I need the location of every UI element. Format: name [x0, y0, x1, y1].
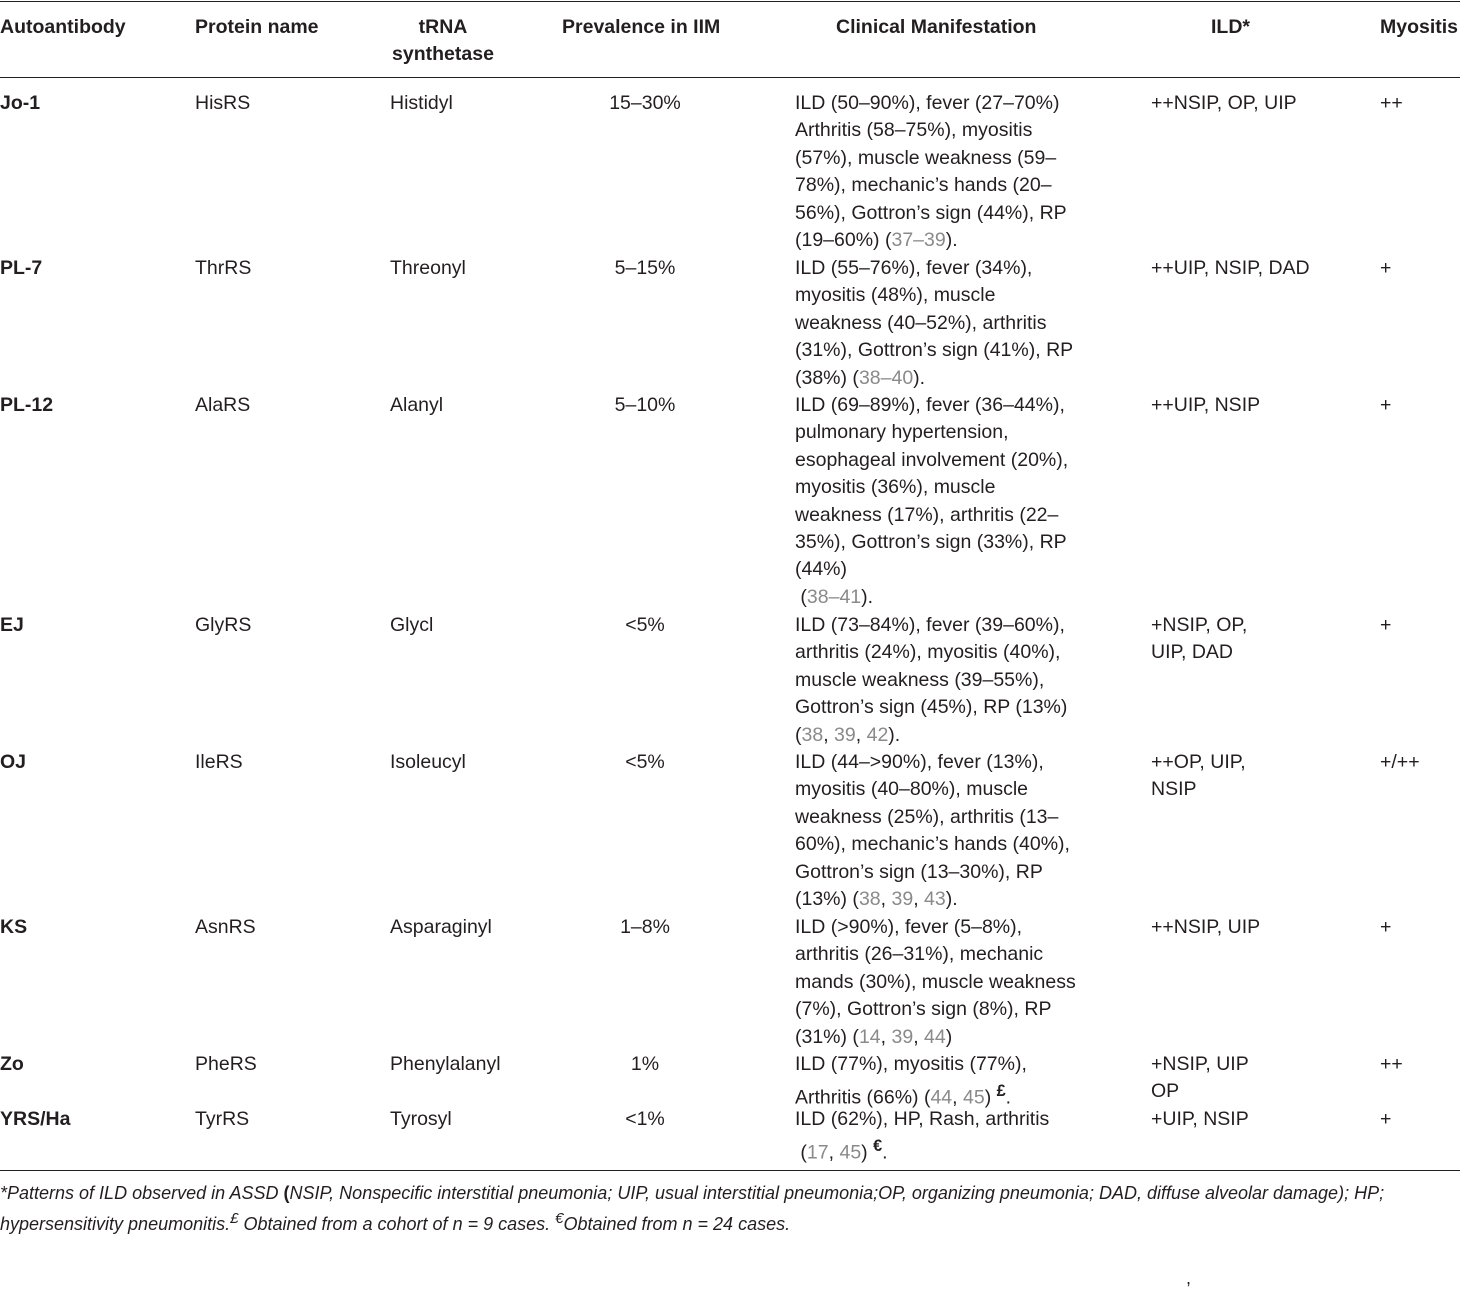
clinical-line: esophageal involvement (20%),: [795, 448, 1069, 471]
cell-myositis: +/++: [1380, 751, 1420, 773]
cell-trna-synthetase: Isoleucyl: [390, 751, 466, 773]
cell-prevalence: 1%: [630, 1053, 660, 1075]
ild-line: ++NSIP, UIP: [1151, 916, 1261, 938]
citation-link[interactable]: 14: [858, 1025, 881, 1048]
cell-autoantibody: EJ: [0, 614, 24, 636]
citation-link[interactable]: 37–39: [891, 229, 946, 252]
citation-link[interactable]: 43: [924, 888, 946, 911]
clinical-citation-suffix: ).: [888, 723, 901, 746]
cell-clinical-manifestation: [795, 90, 1095, 254]
citation-link[interactable]: 45: [839, 1141, 862, 1164]
clinical-line-citation: [795, 886, 1095, 913]
clinical-citation-suffix: ).: [861, 585, 874, 608]
clinical-superscript: €: [873, 1137, 883, 1156]
cell-clinical-manifestation: [795, 1051, 1095, 1112]
table-footnote: [0, 1180, 1460, 1237]
clinical-citation-suffix: ): [861, 1141, 874, 1164]
ild-line: +NSIP, OP,: [1151, 614, 1248, 636]
cell-clinical-manifestation: [795, 1106, 1095, 1167]
header-trna-line2: synthetase: [392, 43, 494, 65]
clinical-line-citation: [795, 722, 1095, 749]
cell-trna-synthetase: Threonyl: [390, 257, 466, 279]
cell-prevalence: 1–8%: [620, 916, 670, 938]
citation-separator: ,: [828, 1141, 840, 1164]
header-myositis: Myositis: [1380, 16, 1459, 38]
header-trna-line1: tRNA: [418, 16, 468, 38]
clinical-line: (57%), muscle weakness (59–: [795, 146, 1057, 169]
footnote-part-d: Obtained from a cohort of n = 9 cases.: [238, 1214, 556, 1234]
table-bottom-rule: [0, 1170, 1460, 1171]
clinical-line: (31%), Gottron’s sign (41%), RP: [795, 339, 1074, 362]
header-clinical-manifestation: Clinical Manifestation: [836, 16, 1037, 38]
clinical-line-citation: [795, 1133, 1095, 1167]
cell-ild: [1151, 90, 1321, 117]
clinical-line: weakness (25%), arthritis (13–: [795, 805, 1059, 828]
stray-mark: ,: [1186, 1268, 1192, 1288]
cell-clinical-manifestation: [795, 392, 1095, 611]
clinical-line: 60%), mechanic’s hands (40%),: [795, 833, 1070, 856]
ild-line: ++UIP, NSIP: [1151, 394, 1261, 416]
citation-link[interactable]: 38–41: [806, 585, 862, 608]
cell-clinical-manifestation: [795, 914, 1095, 1051]
table-header-rule: [0, 77, 1460, 78]
header-prevalence: Prevalence in IIM: [562, 16, 721, 38]
cell-prevalence: <1%: [625, 1108, 665, 1130]
footnote-part-a: *Patterns of ILD observed in ASSD: [0, 1183, 284, 1203]
cell-clinical-manifestation: [795, 612, 1095, 749]
clinical-line: ILD (50–90%), fever (27–70%): [795, 92, 1060, 114]
clinical-citation-prefix: (31%) (: [795, 1025, 859, 1048]
header-autoantibody: Autoantibody: [0, 16, 126, 38]
cell-autoantibody: PL-12: [0, 394, 54, 416]
cell-myositis: +: [1380, 916, 1392, 938]
clinical-citation-suffix: ): [945, 1025, 953, 1048]
clinical-line: arthritis (24%), myositis (40%),: [795, 641, 1061, 664]
cell-trna-synthetase: Alanyl: [390, 394, 444, 416]
cell-trna-synthetase: Tyrosyl: [390, 1108, 452, 1130]
clinical-citation-prefix: Arthritis (66%) (: [795, 1086, 931, 1109]
cell-protein-name: ThrRS: [195, 257, 252, 279]
cell-prevalence: 5–15%: [614, 257, 676, 279]
citation-link[interactable]: 44: [924, 1025, 946, 1048]
clinical-citation-prefix: (: [795, 585, 807, 608]
citation-separator: ,: [823, 723, 835, 746]
cell-ild: [1151, 914, 1321, 941]
cell-trna-synthetase: Phenylalanyl: [390, 1053, 501, 1075]
header-protein-name: Protein name: [195, 16, 319, 38]
cell-autoantibody: YRS/Ha: [0, 1108, 71, 1130]
clinical-line: Gottron’s sign (45%), RP (13%): [795, 696, 1068, 719]
clinical-line: myositis (48%), muscle: [795, 284, 996, 307]
clinical-citation-suffix: ).: [913, 366, 926, 389]
cell-autoantibody: PL-7: [0, 257, 43, 279]
clinical-superscript: £: [996, 1082, 1006, 1101]
cell-autoantibody: OJ: [0, 751, 27, 773]
cell-trna-synthetase: Glycl: [390, 614, 434, 636]
clinical-citation-suffix: ): [984, 1086, 997, 1109]
cell-protein-name: HisRS: [195, 92, 251, 114]
ild-line: +UIP, NSIP: [1151, 1108, 1249, 1130]
cell-trna-synthetase: Histidyl: [390, 92, 453, 114]
cell-protein-name: TyrRS: [195, 1108, 250, 1130]
clinical-citation-suffix: ).: [945, 229, 958, 252]
cell-clinical-manifestation: [795, 749, 1095, 913]
clinical-end: .: [882, 1141, 888, 1164]
clinical-line: ILD (62%), HP, Rash, arthritis: [795, 1108, 1050, 1130]
footnote-sup-euro: €: [555, 1210, 564, 1227]
footnote-part-e: Obtained from n = 24 cases.: [563, 1214, 791, 1234]
clinical-line: mands (30%), muscle weakness: [795, 970, 1076, 993]
cell-autoantibody: KS: [0, 916, 28, 938]
citation-link[interactable]: 42: [866, 723, 889, 746]
cell-autoantibody: Jo-1: [0, 92, 41, 114]
cell-myositis: ++: [1380, 1053, 1403, 1075]
ild-line: ++NSIP, OP, UIP: [1151, 92, 1297, 114]
clinical-line: ILD (73–84%), fever (39–60%),: [795, 614, 1065, 636]
cell-ild: [1151, 1106, 1321, 1133]
citation-link[interactable]: 39: [891, 1025, 914, 1048]
cell-ild: [1151, 1051, 1321, 1106]
clinical-citation-prefix: (: [795, 723, 802, 746]
clinical-citation-prefix: (38%) (: [795, 366, 859, 389]
clinical-line-citation: [795, 365, 1095, 392]
clinical-line: 56%), Gottron’s sign (44%), RP: [795, 201, 1067, 224]
citation-link[interactable]: 38: [801, 723, 824, 746]
header-trna-synthetase: [390, 14, 496, 68]
cell-ild: [1151, 612, 1321, 667]
cell-myositis: +: [1380, 394, 1392, 416]
citation-separator: ,: [952, 1086, 963, 1109]
clinical-line: (44%): [795, 558, 848, 581]
citation-link[interactable]: 17: [806, 1141, 829, 1164]
header-ild: ILD*: [1211, 16, 1250, 38]
clinical-line: (7%), Gottron’s sign (8%), RP: [795, 998, 1052, 1021]
citation-separator: ,: [880, 1025, 892, 1048]
clinical-line: arthritis (26–31%), mechanic: [795, 943, 1044, 966]
cell-protein-name: PheRS: [195, 1053, 257, 1075]
cell-ild: [1151, 255, 1321, 282]
footnote-part-b: NSIP, Nonspecific interstitial pneumonia; UIP, usual interstitial pneumonia;OP, organizing pneumonia; DAD, diffuse alveolar damage); HP;: [289, 1183, 1385, 1203]
cell-ild: [1151, 392, 1321, 419]
clinical-end: .: [1005, 1086, 1012, 1109]
cell-prevalence: 5–10%: [614, 394, 676, 416]
cell-prevalence: <5%: [625, 751, 665, 773]
citation-link[interactable]: 38: [858, 888, 881, 911]
citation-separator: ,: [855, 723, 867, 746]
cell-autoantibody: Zo: [0, 1053, 24, 1075]
cell-prevalence: 15–30%: [609, 92, 681, 114]
clinical-citation-prefix: (13%) (: [795, 888, 859, 911]
clinical-citation-suffix: ).: [945, 888, 958, 911]
footnote-paren: (: [283, 1183, 290, 1203]
clinical-line: ILD (44–>90%), fever (13%),: [795, 751, 1044, 773]
citation-link[interactable]: 45: [962, 1086, 985, 1109]
citation-link[interactable]: 39: [834, 723, 856, 746]
cell-myositis: +: [1380, 614, 1392, 636]
cell-protein-name: AsnRS: [195, 916, 256, 938]
cell-myositis: +: [1380, 1108, 1392, 1130]
clinical-line: ILD (77%), myositis (77%),: [795, 1053, 1027, 1075]
clinical-line: ILD (55–76%), fever (34%),: [795, 257, 1033, 279]
cell-myositis: ++: [1380, 92, 1403, 114]
cell-trna-synthetase: Asparaginyl: [390, 916, 492, 938]
cell-protein-name: AlaRS: [195, 394, 251, 416]
clinical-line: 35%), Gottron’s sign (33%), RP: [795, 531, 1067, 554]
cell-prevalence: <5%: [625, 614, 665, 636]
cell-myositis: +: [1380, 257, 1392, 279]
footnote-sup-pound: £: [230, 1210, 239, 1227]
clinical-line: ILD (69–89%), fever (36–44%),: [795, 394, 1065, 416]
citation-separator: ,: [913, 888, 925, 911]
citation-separator: ,: [913, 1025, 925, 1048]
clinical-line-citation: [795, 584, 1095, 611]
clinical-line: 78%), mechanic’s hands (20–: [795, 174, 1052, 197]
cell-clinical-manifestation: [795, 255, 1095, 392]
table-top-rule: [0, 1, 1460, 2]
cell-ild: [1151, 749, 1321, 804]
ild-line: UIP, DAD: [1151, 641, 1233, 664]
clinical-line: myositis (36%), muscle: [795, 476, 996, 499]
clinical-line-citation: [795, 227, 1095, 254]
ild-line: +NSIP, UIP: [1151, 1053, 1249, 1075]
clinical-line: ILD (>90%), fever (5–8%),: [795, 916, 1023, 938]
citation-link[interactable]: 39: [891, 888, 914, 911]
ild-line: OP: [1151, 1080, 1180, 1103]
citation-link[interactable]: 38–40: [858, 366, 914, 389]
clinical-line: weakness (17%), arthritis (22–: [795, 503, 1059, 526]
clinical-line: pulmonary hypertension,: [795, 421, 1009, 444]
ild-line: ++UIP, NSIP, DAD: [1151, 257, 1310, 279]
clinical-line: myositis (40–80%), muscle: [795, 778, 1028, 801]
citation-link[interactable]: 44: [930, 1086, 953, 1109]
clinical-line: Gottron’s sign (13–30%), RP: [795, 860, 1043, 883]
ild-line: NSIP: [1151, 778, 1197, 801]
clinical-line: muscle weakness (39–55%),: [795, 668, 1045, 691]
cell-protein-name: GlyRS: [195, 614, 252, 636]
footnote-part-c: hypersensitivity pneumonitis.: [0, 1214, 231, 1234]
clinical-citation-prefix: (: [795, 1141, 807, 1164]
cell-protein-name: IleRS: [195, 751, 243, 773]
ild-line: ++OP, UIP,: [1151, 751, 1246, 773]
clinical-line-citation: [795, 1024, 1095, 1051]
citation-separator: ,: [880, 888, 892, 911]
clinical-line: Arthritis (58–75%), myositis: [795, 119, 1033, 142]
clinical-citation-prefix: (19–60%) (: [795, 229, 892, 252]
clinical-line: weakness (40–52%), arthritis: [795, 311, 1047, 334]
